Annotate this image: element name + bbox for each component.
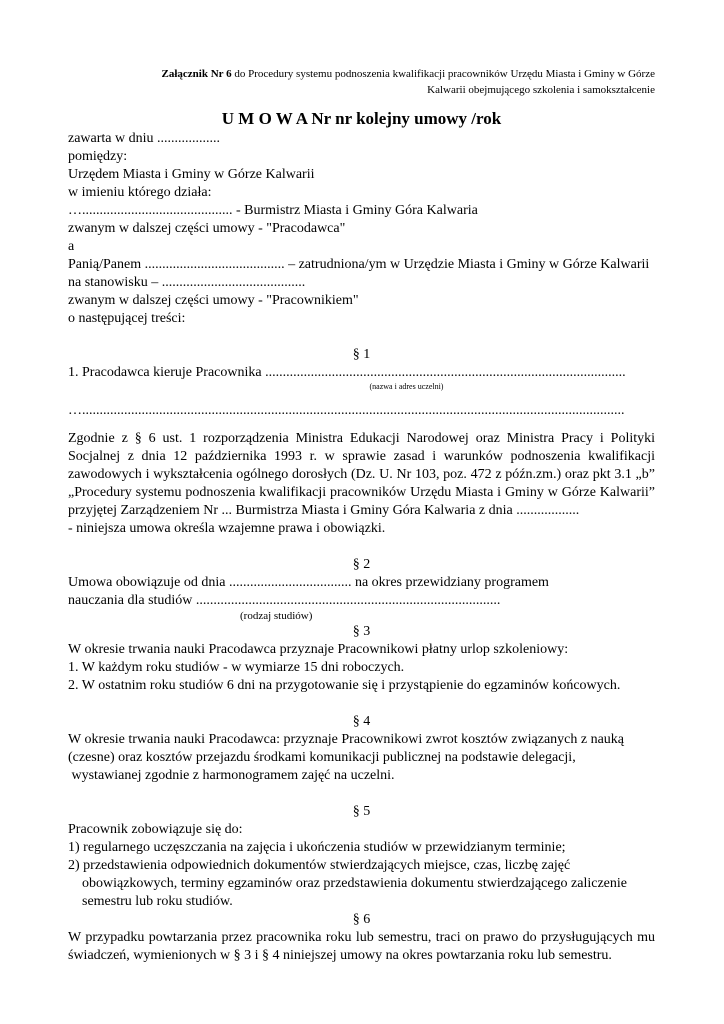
section-1-caption: (nazwa i adres uczelni): [369, 382, 444, 391]
section-5-line-1: Pracownik zobowiązuje się do:: [68, 822, 243, 837]
intro-employee: Panią/Panem ........................................ – zatrudniona/ym w Urzędzie Miasta i Gminy w Górze Kalwarii: [68, 257, 650, 272]
section-6-heading: § 6: [352, 912, 371, 927]
document-page: [68, 66, 655, 965]
section-1-note: - niniejsza umowa określa wzajemne prawa i obowiązki.: [68, 521, 386, 536]
intro-office: Urzędem Miasta i Gminy w Górze Kalwarii: [68, 167, 315, 182]
contract-title: U M O W A Nr nr kolejny umowy /rok: [221, 109, 502, 128]
intro-employee-alias: zwanym w dalszej części umowy - "Pracownikiem": [68, 293, 359, 308]
section-4-line-1: W okresie trwania nauki Pracodawca: przyznaje Pracownikowi zwrot kosztów związanych z nauką: [68, 732, 625, 747]
section-3-line-3: 2. W ostatnim roku studiów 6 dni na przygotowanie się i przystąpienie do egzaminów końcowych.: [68, 678, 621, 693]
section-2-heading: § 2: [352, 557, 371, 572]
section-2-caption: (rodzaj studiów): [240, 610, 313, 622]
section-1-heading: § 1: [352, 347, 371, 362]
intro-on-behalf: w imieniu którego działa:: [68, 185, 212, 200]
section-1-line-1: 1. Pracodawca kieruje Pracownika .......................................................................................................: [68, 365, 626, 380]
intro-date: zawarta w dniu ..................: [68, 131, 221, 146]
section-5-heading: § 5: [352, 804, 371, 819]
section-6-paragraph: W przypadku powtarzania przez pracownika roku lub semestru, traci on prawo do przysługujących mu świadczeń, wymienionych w § 3 i § 4 niniejszej umowy na okres powtarzania roku lub semestru.: [68, 930, 655, 963]
intro-position: na stanowisku – .........................................: [68, 275, 306, 290]
section-4-heading: § 4: [352, 714, 371, 729]
section-5-item-2: 2) przedstawienia odpowiednich dokumentów stwierdzających miejsce, czas, liczbę zajęć obowiązkowych, terminy egzaminów oraz przedstawienia dokumentu stwierdzającego zaliczenie semestru lub roku studiów.: [68, 858, 627, 909]
annex-header: [68, 66, 655, 98]
section-3-line-2: 1. W każdym roku studiów - w wymiarze 15 dni roboczych.: [68, 660, 405, 675]
section-3-heading: § 3: [352, 624, 371, 639]
section-3-line-1: W okresie trwania nauki Pracodawca przyznaje Pracownikowi płatny urlop szkoleniowy:: [68, 642, 569, 657]
section-4-line-3: wystawianej zgodnie z harmonogramem zajęć na uczelni.: [68, 768, 395, 783]
section-5-item-1: 1) regularnego uczęszczania na zajęcia i ukończenia studiów w przewidzianym terminie;: [68, 840, 566, 855]
intro-content: o następującej treści:: [68, 311, 186, 326]
header-line-2: Kalwarii obejmującego szkolenia i samokształcenie: [427, 84, 655, 96]
section-2-line-1: Umowa obowiązuje od dnia ................................... na okres przewidziany programem: [68, 575, 549, 590]
header-line-1: [68, 66, 655, 82]
intro-between: pomiędzy:: [68, 149, 128, 164]
intro-employer-alias: zwanym w dalszej części umowy - "Pracodawca": [68, 221, 346, 236]
section-2-line-2: nauczania dla studiów .......................................................................................: [68, 593, 501, 608]
intro-and: a: [68, 239, 75, 254]
header-line-1-text: do Procedury systemu podnoszenia kwalifikacji pracowników Urzędu Miasta i Gminy w Górze: [231, 68, 655, 80]
header-annex-number: Załącznik Nr 6: [161, 68, 232, 80]
section-4-line-2: (czesne) oraz kosztów przejazdu środkami komunikacji publicznej na podstawie delegacji,: [68, 750, 576, 765]
intro-mayor: …........................................... - Burmistrz Miasta i Gminy Góra Kalwaria: [68, 203, 478, 218]
section-1-line-2: …...........................................................................................................................................................: [68, 403, 625, 418]
section-1-paragraph: Zgodnie z § 6 ust. 1 rozporządzenia Ministra Edukacji Narodowej oraz Ministra Pracy i Polityki Socjalnej z dnia 12 października 1993 r. w sprawie zasad i warunków podnoszenia kwalifikacji zawodowych i wykształcenia ogólnego dorosłych (Dz. U. Nr 103, poz. 472 z późn.zm.) oraz pkt 3.1 „b” „Procedury systemu podnoszenia kwalifikacji pracowników Urzędu Miasta i Gminy w Górze Kalwarii” przyjętej Zarządzeniem Nr ... Burmistrza Miasta i Gminy Góra Kalwaria z dnia ..................: [68, 431, 655, 518]
